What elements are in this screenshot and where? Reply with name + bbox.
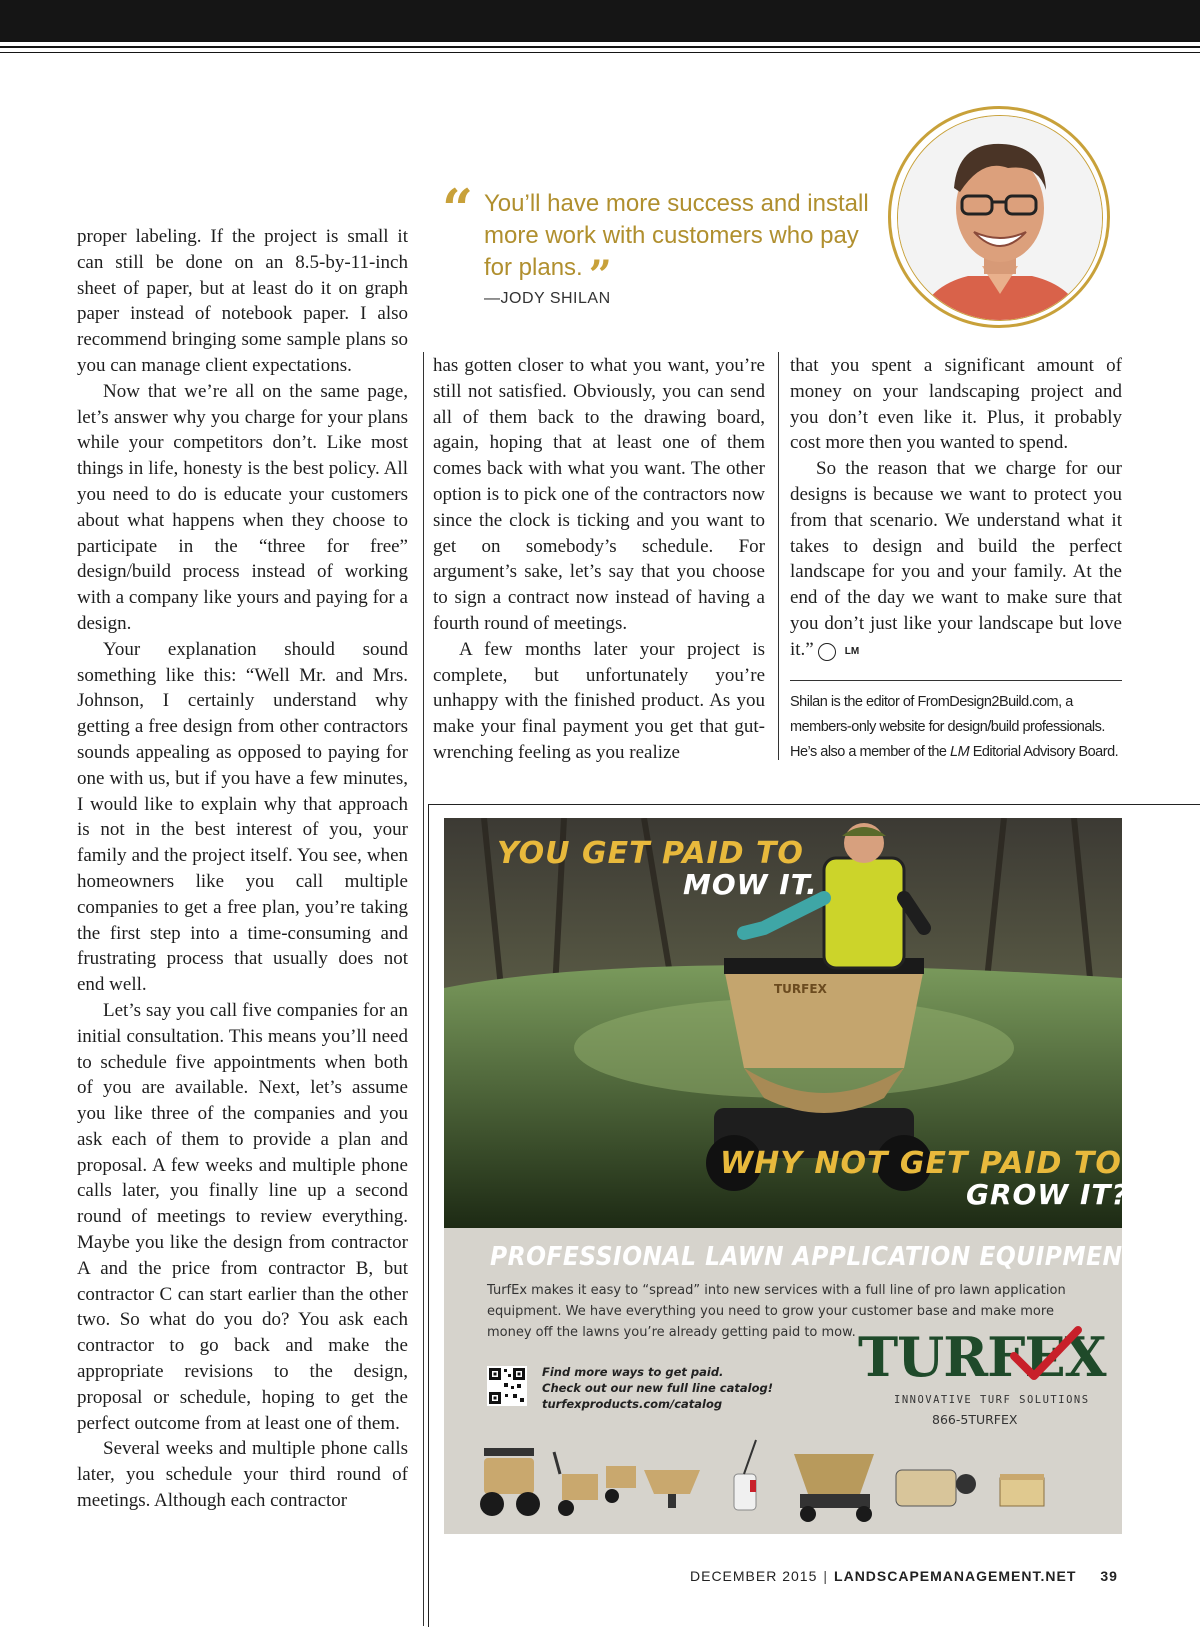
product-backpack-sprayer [734,1440,756,1510]
ad-headline-2b: GROW IT? [966,1178,1129,1211]
logo-check-icon [1010,1326,1082,1382]
product-tailgate-spreader [794,1454,874,1522]
ad-find-line-1: Find more ways to get paid. [542,1365,724,1379]
ad-find-line-2: Check out our new full line catalog! [542,1381,773,1395]
paragraph-text: So the reason that we charge for our designs is because we want to protect you from that scenario. We understand what it takes to design and build the perfect landscape for you and your family. At the end of the day we want to make sure that you don’t just like your landscape but love it.” [790,458,1122,660]
bio-publication: LM [950,744,970,760]
article-column-3 [790,353,1122,663]
ad-tagline: INNOVATIVE TURF SOLUTIONS [894,1394,1090,1406]
bio-text: Shilan is the editor of FromDesign2Build.com, a members-only website for design/build professionals. He’s also a member of the [790,694,1105,760]
paragraph: Several weeks and multiple phone calls later, you schedule your third round of meetings. Although each contractor [77,1438,408,1512]
author-portrait [888,106,1110,328]
paragraph: that you spent a significant amount of money on your landscaping project and you don’t even like it. Plus, it probably cost more then you wanted to spend. [790,355,1122,454]
paragraph: has gotten closer to what you want, you’re still not satisfied. Obviously, you can send all of them back to the drawing board, again, hoping that at least one of them comes back with what you want. The other option is to pick one of the contractors now since the clock is ticking and you want to get on somebody’s schedule. For argument’s sake, let’s say that you choose to sign a contract now instead of having a fourth round of meetings. [433,355,765,634]
end-mark-icon: LM [818,643,836,661]
bio-rule [790,680,1122,681]
author-photo [897,115,1103,321]
ad-product-lineup [444,1434,1122,1534]
page-number: 39 [1100,1568,1118,1584]
paragraph: Your explanation should sound something like this: “Well Mr. and Mrs. Johnson, I certainly understand why getting a free design from other contractors sounds appealing as opposed to paying for one with us, but if you have a few minutes, I would like to explain why that approach is not in the best interest of you, your family and the project itself. You see, when homeowners like you call multiple companies to get a free plan, you’re taking the first step into a time-consuming and frustrating process that usually does not end well. [77,638,408,996]
ad-product-title: PROFESSIONAL LAWN APPLICATION EQUIPMENT [490,1242,1139,1272]
page-footer [690,1568,1118,1584]
author-bio [790,690,1122,765]
header-rule-thin [0,52,1200,53]
ad-headline-1a: YOU GET PAID TO [497,836,804,871]
paragraph: proper labeling. If the project is small it can still be done on an 8.5-by-11-inch sheet of paper, but at least do it on graph paper instead of notebook paper. I also recommend bringing some sample plans so you can manage client expectations. [77,226,408,376]
header-rule [0,46,1200,48]
product-push-spreader [554,1452,636,1516]
paragraph [790,456,1122,662]
paragraph: A few months later your project is complete, but unfortunately you’re unhappy with the finished product. As you make your final payment you get that gut-wrenching feeling as you realize [433,638,765,763]
pull-quote [440,177,870,308]
article-column-2 [433,353,765,766]
issue-date: DECEMBER 2015 [690,1568,818,1584]
spreader-brand: TURFEX [774,982,827,996]
ad-catalog-link[interactable]: turfexproducts.com/catalog [542,1397,723,1411]
open-quote-icon: “ [442,177,474,241]
website-link[interactable]: LANDSCAPEMANAGEMENT.NET [834,1568,1077,1584]
product-spreader-ride [480,1448,540,1516]
paragraph: Now that we’re all on the same page, let’s answer why you charge for your plans while your competitors don’t. Like most things in life, honesty is the best policy. All you need to do is educate your customers about what happens when they choose to participate in the “three for free” design/build process instead of working with a company like yours and paying for a design. [77,380,408,634]
ad-phone: 866-5TURFEX [932,1412,1018,1427]
pull-quote-attribution: —JODY SHILAN [484,290,611,307]
product-hopper-spreader [644,1470,700,1508]
bio-text-end: Editorial Advisory Board. [969,744,1119,760]
pull-quote-text: You’ll have more success and install more work with customers who pay for plans. [484,190,869,281]
close-quote-icon: ” [588,252,612,299]
turfex-logo: TURFEX [858,1325,1106,1389]
ad-catalog-callout [542,1364,773,1412]
ad-body-text: TurfEx makes it easy to “spread” into new services with a full line of pro lawn application equipment. We have everything you need to grow your customer base and make more money off the lawns you’re already getting paid to mow. [487,1283,1066,1340]
header-bar [0,0,1200,42]
article-column-1 [77,224,408,1514]
ad-headline-1b: MOW IT. [683,868,818,901]
ad-headline-2a: WHY NOT GET PAID TO [720,1146,1122,1181]
paragraph: Let’s say you call five companies for an initial consultation. This means you’ll need to schedule five appointments when both of you are available. Next, let’s assume you like three of the companies and you ask each of them to provide a plan and proposal. A few weeks and multiple phone calls later, you finally line up a second round of meetings to review everything. Maybe you like the design from contractor A and the price from contractor B, but contractor C can start earlier than the other two. So what do you do? You ask each contractor to go back and make the appropriate revisions to the design, proposal or schedule, hoping to get the perfect outcome from at least one of them. [77,999,408,1434]
product-storage-box [1000,1474,1044,1506]
column-divider [778,352,779,760]
product-sprayer-tank [896,1470,976,1506]
column-divider [423,352,424,1626]
qr-code-icon[interactable] [487,1366,527,1406]
footer-separator: | [823,1568,829,1584]
